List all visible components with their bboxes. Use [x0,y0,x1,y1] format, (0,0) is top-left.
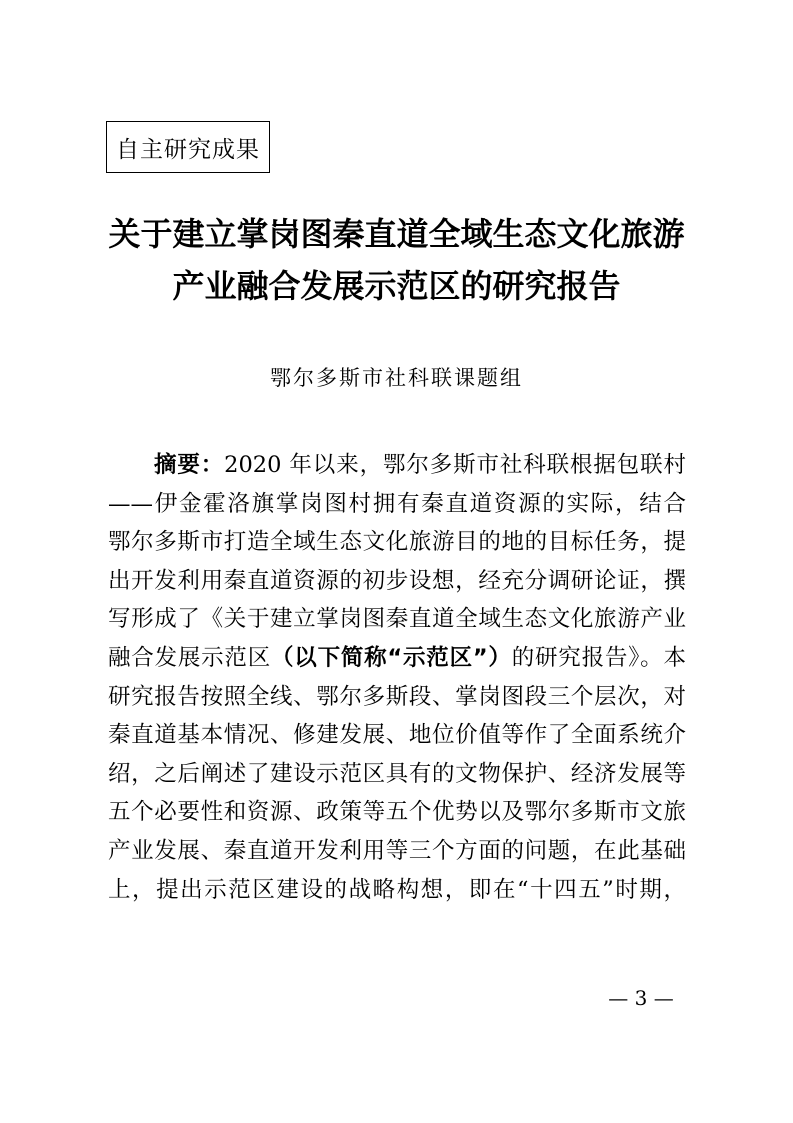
abstract-line: 出开发利用秦直道资源的初步设想，经充分调研论证，撰 [108,567,686,594]
abstract-line: 写形成了《关于建立掌岗图秦直道全域生态文化旅游产业 [108,606,686,633]
abstract-line [108,446,686,485]
category-tag [106,121,270,173]
abstract-line-text: 2020 年以来，鄂尔多斯市社科联根据包联村 [224,452,686,478]
abstract-line: 上，提出示范区建设的战略构想，即在“十四五”时期， [108,876,686,903]
abstract-line [108,639,686,678]
abstract-line: 产业发展、秦直道开发利用等三个方面的问题，在此基础 [108,837,686,864]
page-number: — 3 — [608,986,674,1010]
abstract-line: 五个必要性和资源、政策等五个优势以及鄂尔多斯市文旅 [108,799,686,826]
abstract-line: 鄂尔多斯市打造全域生态文化旅游目的地的目标任务，提 [108,529,686,556]
abstract-body [108,446,686,909]
abstract-line: 研究报告按照全线、鄂尔多斯段、掌岗图段三个层次，对 [108,683,686,710]
abstract-line-text: 的研究报告》。本 [511,644,686,671]
author-line: 鄂尔多斯市社科联课题组 [270,366,523,390]
abstract-line: 绍，之后阐述了建设示范区具有的文物保护、经济发展等 [108,760,686,787]
abbreviation-note: （以下简称“示范区”） [271,644,512,671]
abstract-line: 秦直道基本情况、修建发展、地位价值等作了全面系统介 [108,722,686,749]
abstract-line: ——伊金霍洛旗掌岗图村拥有秦直道资源的实际，结合 [108,490,686,517]
title-line-1: 关于建立掌岗图秦直道全域生态文化旅游 [108,215,685,253]
category-tag-text: 自主研究成果 [116,136,260,163]
title-line-2: 产业融合发展示范区的研究报告 [172,267,621,305]
abstract-line-text: 融合发展示范区 [108,644,271,671]
abstract-label: 摘要： [154,452,225,478]
